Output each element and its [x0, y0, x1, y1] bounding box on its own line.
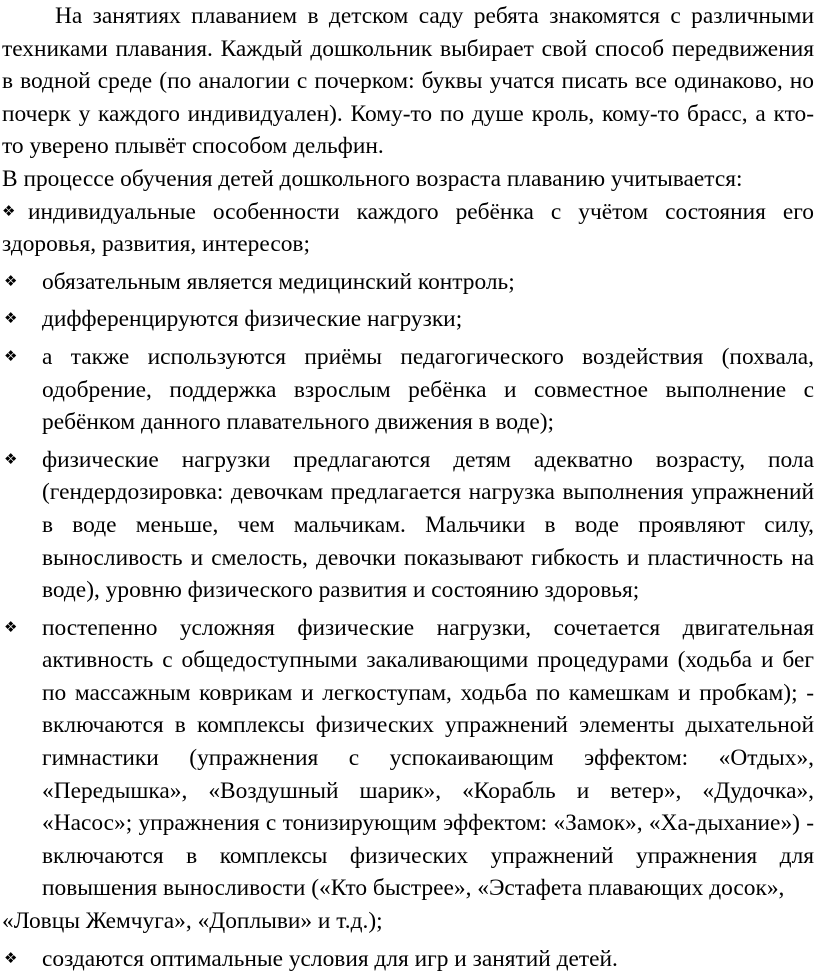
list-item	[2, 196, 814, 261]
list-item	[2, 612, 814, 905]
list-item-text: а также используются приёмы педагогического воздействия (похвала, одобрение, поддержка взрослым ребёнка и совместное выполнение с ребёнком данного плавательного движения в воде);	[42, 343, 814, 436]
diamond-bullet-icon: ❖	[4, 449, 18, 468]
list-item-text: физические нагрузки предлагаются детям адекватно возрасту, пола (гендердозировка: девочкам предлагается нагрузка выполнения упражнений в воде меньше, чем мальчикам. Мальчики в воде проявляют силу, выносливость и смелость, девочки показывают гибкость и пластичность на воде), уровню физического развития и состоянию здоровья;	[42, 446, 814, 604]
diamond-bullet-icon: ❖	[4, 346, 18, 365]
list-item	[2, 266, 814, 299]
document-page	[2, 0, 814, 975]
list-item	[2, 444, 814, 607]
list-item	[2, 303, 814, 336]
list-item-text: индивидуальные особенности каждого ребёнка с учётом состояния его здоровья, развития, интересов;	[2, 198, 814, 258]
diamond-bullet-icon: ❖	[4, 948, 18, 967]
list-item-text: создаются оптимальные условия для игр и занятий детей.	[42, 945, 618, 972]
list-item	[2, 943, 814, 975]
list-item-text: обязательным является медицинский контроль;	[42, 268, 515, 295]
list-item	[2, 341, 814, 439]
list-continuation-line: «Ловцы Жемчуга», «Доплыви» и т.д.);	[2, 908, 383, 935]
lead-in-text: В процессе обучения детей дошкольного возраста плаванию учитывается:	[2, 165, 743, 192]
diamond-bullet-icon: ❖	[4, 271, 18, 290]
diamond-bullet-icon: ❖	[2, 201, 16, 220]
diamond-bullet-icon: ❖	[4, 309, 18, 328]
list-item-text: дифференцируются физические нагрузки;	[42, 306, 463, 333]
considerations-list	[2, 196, 814, 975]
intro-paragraph: На занятиях плаванием в детском саду ребята знакомятся с различными техниками плавания. Каждый дошкольник выбирает свой способ передвижения в водной среде (по аналогии с почерком: буквы учатся писать все одинаково, но почерк у каждого индивидуален). Кому-то по душе кроль, кому-то брасс, а кто-то уверено плывёт способом дельфин.	[2, 3, 814, 160]
diamond-bullet-icon: ❖	[4, 617, 18, 636]
list-item-text: постепенно усложняя физические нагрузки, сочетается двигательная активность с общедоступными закаливающими процедурами (ходьба и бег по массажным коврикам и легкоступам, ходьба по камешкам и пробкам); - включаются в комплексы физических упражнений элементы дыхательной гимнастики (упражнения с успокаивающим эффектом: «Отдых», «Передышка», «Воздушный шарик», «Корабль и ветер», «Дудочка», «Насос»; упражнения с тонизирующим эффектом: «Замок», «Ха-дыхание») - включаются в комплексы физических упражнений упражнения для повышения выносливости («Кто быстрее», «Эстафета плавающих досок»,	[42, 614, 814, 902]
